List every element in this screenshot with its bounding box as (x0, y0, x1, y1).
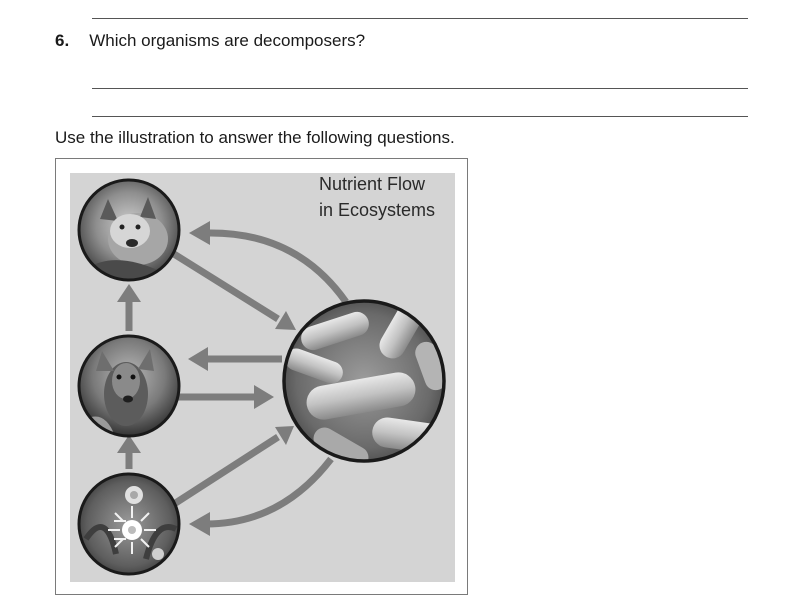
nutrient-flow-illustration (55, 158, 468, 595)
answer-line-2[interactable] (92, 116, 748, 117)
question-6 (55, 31, 365, 51)
instruction-text: Use the illustration to answer the following questions. (55, 128, 455, 147)
figure-title-line-2: in Ecosystems (319, 200, 436, 220)
dandelion-plant-image (79, 474, 179, 574)
answer-line-top (92, 18, 748, 19)
figure-title (319, 171, 435, 223)
nutrient-flow-diagram (56, 159, 469, 596)
figure-title-line-1: Nutrient Flow (319, 174, 426, 194)
question-text: Which organisms are decomposers? (89, 31, 366, 50)
question-number: 6. (55, 31, 70, 50)
answer-line-1[interactable] (92, 88, 748, 89)
